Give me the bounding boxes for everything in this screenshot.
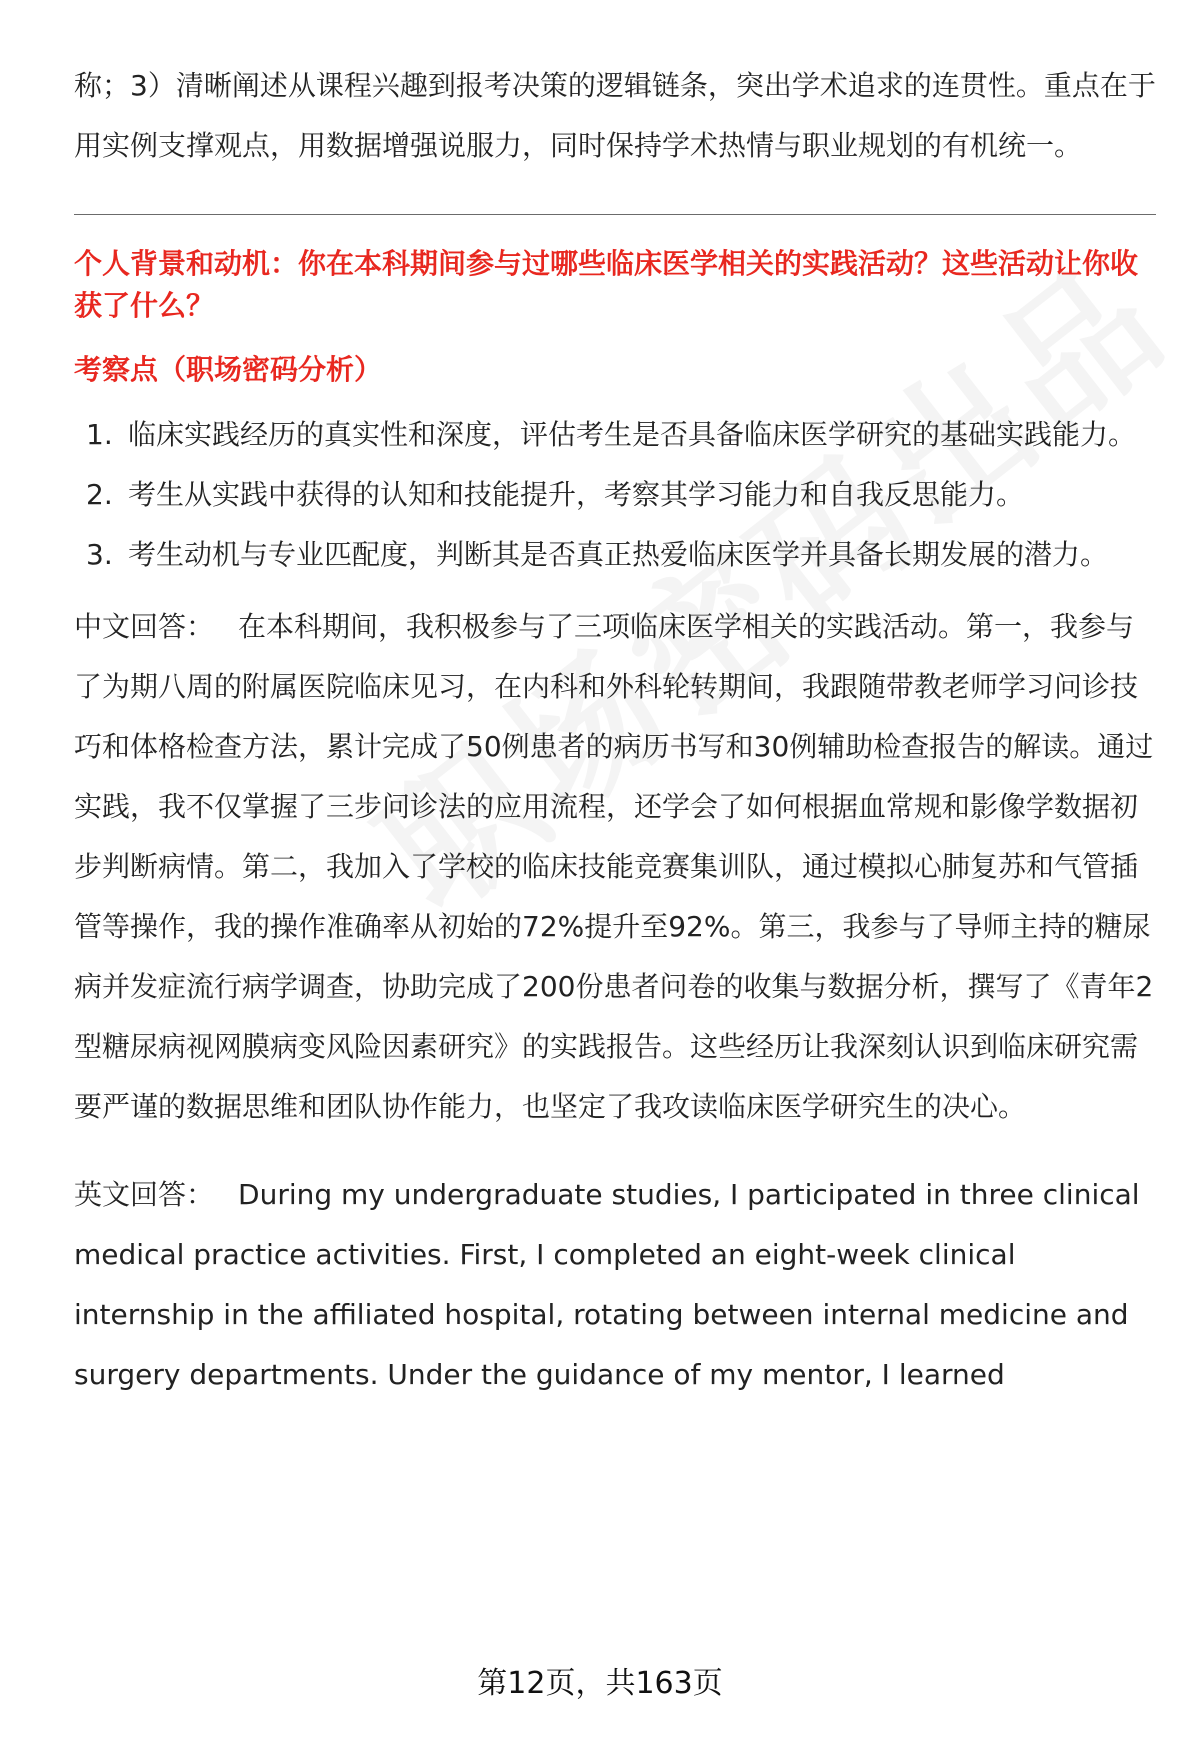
english-answer-label: 英文回答： [74, 1178, 215, 1211]
list-item [74, 465, 1156, 525]
list-number: 2. [86, 478, 113, 511]
chinese-answer-text: 在本科期间，我积极参与了三项临床医学相关的实践活动。第一，我参与了为期八周的附属医院临床见习，在内科和外科轮转期间，我跟随带教老师学习问诊技巧和体格检查方法，累计完成了50例患者的病历书写和30例辅助检查报告的解读。通过实践，我不仅掌握了三步问诊法的应用流程，还学会了如何根据血常规和影像学数据初步判断病情。第二，我加入了学校的临床技能竞赛集训队，通过模拟心肺复苏和气管插管等操作，我的操作准确率从初始的72%提升至92%。第三，我参与了导师主持的糖尿病并发症流行病学调查，协助完成了200份患者问卷的收集与数据分析，撰写了《青年2型糖尿病视网膜病变风险因素研究》的实践报告。这些经历让我深刻认识到临床研究需要严谨的数据思维和团队协作能力，也坚定了我攻读临床医学研究生的决心。 [74, 610, 1154, 1123]
list-item [74, 525, 1156, 585]
points-list [74, 405, 1156, 585]
question-heading: 个人背景和动机：你在本科期间参与过哪些临床医学相关的实践活动？这些活动让你收获了什么？ [74, 247, 1139, 322]
section-divider [74, 214, 1156, 215]
chinese-answer-label: 中文回答： [74, 610, 215, 643]
english-answer [74, 1165, 1156, 1405]
intro-paragraph: 称；3）清晰阐述从课程兴趣到报考决策的逻辑链条，突出学术追求的连贯性。重点在于用实例支撑观点，用数据增强说服力，同时保持学术热情与职业规划的有机统一。 [74, 69, 1156, 162]
list-item-text: 考生从实践中获得的认知和技能提升，考察其学习能力和自我反思能力。 [128, 478, 1025, 511]
document-page [74, 56, 1156, 1405]
list-number: 1. [86, 418, 113, 451]
list-item-text: 临床实践经历的真实性和深度，评估考生是否具备临床医学研究的基础实践能力。 [128, 418, 1137, 451]
chinese-answer [74, 597, 1156, 1137]
page-number-footer: 第12页，共163页 [477, 1666, 723, 1701]
list-item [74, 405, 1156, 465]
english-answer-text: During my undergraduate studies, I participated in three clinical medical practice activities. First, I completed an eight-week clinical internship in the affiliated hospital, rotating between internal medicine and surgery departments. Under the guidance of my mentor, I learned [74, 1178, 1140, 1391]
list-number: 3. [86, 538, 113, 571]
list-item-text: 考生动机与专业匹配度，判断其是否真正热爱临床医学并具备长期发展的潜力。 [128, 538, 1109, 571]
points-title: 考察点（职场密码分析） [74, 353, 383, 386]
